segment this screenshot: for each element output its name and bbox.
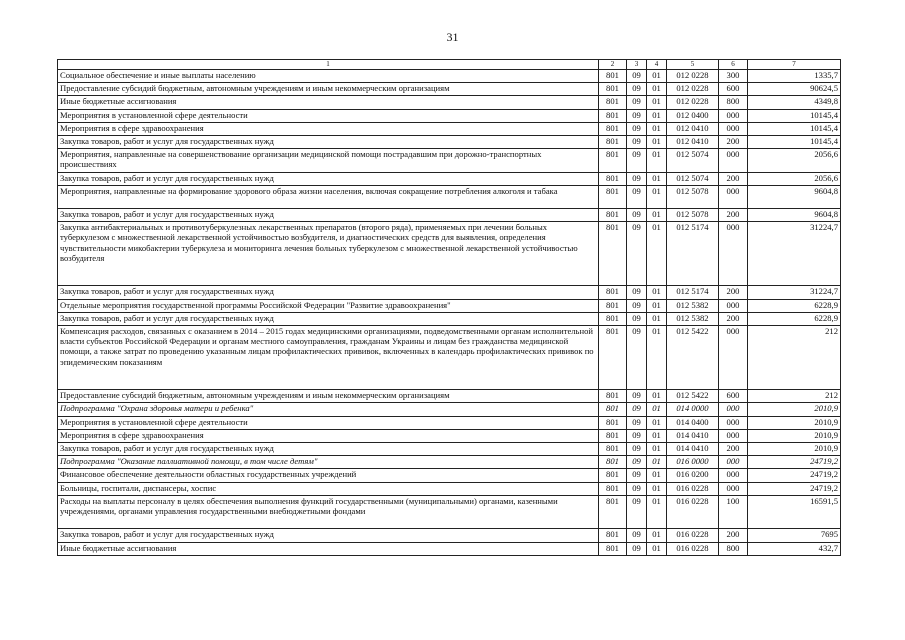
ministry-code-cell: 801	[599, 482, 627, 495]
target-article-cell: 012 5174	[667, 286, 719, 299]
table-row	[58, 286, 841, 299]
target-article-cell: 016 0228	[667, 482, 719, 495]
target-article-cell: 012 0410	[667, 122, 719, 135]
target-article-cell: 012 5078	[667, 185, 719, 208]
subsection-code-cell: 01	[647, 482, 667, 495]
amount-cell: 2056,6	[748, 149, 841, 172]
ministry-code-cell: 801	[599, 403, 627, 416]
expense-type-cell: 000	[719, 416, 748, 429]
amount-cell: 31224,7	[748, 222, 841, 286]
target-article-cell: 012 5074	[667, 172, 719, 185]
table-row	[58, 149, 841, 172]
column-header: 4	[647, 60, 667, 70]
row-name-cell: Закупка антибактериальных и противотуберкулезных лекарственных препаратов (второго ряда), применяемых при лечении больных туберкулезом с множественной лекарственной устойчивостью возбудителя, и диагностических средств для выявления, определения чувствительности микобактерии туберкулеза и мониторинга лечения больных туберкулезом с множественной лекарственной устойчивостью возбудителя	[58, 222, 599, 286]
expense-type-cell: 200	[719, 172, 748, 185]
amount-cell: 10145,4	[748, 109, 841, 122]
row-name-cell: Иные бюджетные ассигнования	[58, 542, 599, 555]
table-row	[58, 495, 841, 529]
ministry-code-cell: 801	[599, 456, 627, 469]
row-name-cell: Закупка товаров, работ и услуг для государственных нужд	[58, 312, 599, 325]
section-code-cell: 09	[627, 429, 647, 442]
table-row	[58, 299, 841, 312]
expense-type-cell: 000	[719, 122, 748, 135]
table-row	[58, 172, 841, 185]
expense-type-cell: 000	[719, 326, 748, 390]
expense-type-cell: 000	[719, 456, 748, 469]
subsection-code-cell: 01	[647, 299, 667, 312]
target-article-cell: 012 5382	[667, 299, 719, 312]
amount-cell: 10145,4	[748, 122, 841, 135]
column-header: 2	[599, 60, 627, 70]
section-code-cell: 09	[627, 416, 647, 429]
amount-cell: 16591,5	[748, 495, 841, 529]
table-row	[58, 482, 841, 495]
subsection-code-cell: 01	[647, 326, 667, 390]
table-row	[58, 312, 841, 325]
subsection-code-cell: 01	[647, 456, 667, 469]
target-article-cell: 014 0410	[667, 442, 719, 455]
expense-type-cell: 200	[719, 312, 748, 325]
subsection-code-cell: 01	[647, 122, 667, 135]
table-row	[58, 222, 841, 286]
expense-type-cell: 600	[719, 390, 748, 403]
table-row	[58, 83, 841, 96]
table-row	[58, 135, 841, 148]
table-row	[58, 416, 841, 429]
amount-cell: 432,7	[748, 542, 841, 555]
subsection-code-cell: 01	[647, 416, 667, 429]
subsection-code-cell: 01	[647, 442, 667, 455]
subsection-code-cell: 01	[647, 429, 667, 442]
target-article-cell: 012 5422	[667, 326, 719, 390]
expense-type-cell: 000	[719, 149, 748, 172]
row-name-cell: Мероприятия в установленной сфере деятельности	[58, 416, 599, 429]
subsection-code-cell: 01	[647, 70, 667, 83]
amount-cell: 2010,9	[748, 429, 841, 442]
subsection-code-cell: 01	[647, 403, 667, 416]
amount-cell: 4349,8	[748, 96, 841, 109]
target-article-cell: 012 5174	[667, 222, 719, 286]
target-article-cell: 012 5074	[667, 149, 719, 172]
table-row	[58, 185, 841, 208]
ministry-code-cell: 801	[599, 495, 627, 529]
amount-cell: 9604,8	[748, 185, 841, 208]
expense-type-cell: 200	[719, 286, 748, 299]
target-article-cell: 016 0228	[667, 542, 719, 555]
row-name-cell: Предоставление субсидий бюджетным, автономным учреждениям и иным некоммерческим организациям	[58, 390, 599, 403]
section-code-cell: 09	[627, 495, 647, 529]
expense-type-cell: 000	[719, 299, 748, 312]
amount-cell: 212	[748, 390, 841, 403]
subsection-code-cell: 01	[647, 529, 667, 542]
target-article-cell: 012 5382	[667, 312, 719, 325]
expense-type-cell: 000	[719, 429, 748, 442]
section-code-cell: 09	[627, 286, 647, 299]
row-name-cell: Закупка товаров, работ и услуг для государственных нужд	[58, 209, 599, 222]
row-name-cell: Закупка товаров, работ и услуг для государственных нужд	[58, 135, 599, 148]
amount-cell: 2056,6	[748, 172, 841, 185]
subsection-code-cell: 01	[647, 149, 667, 172]
expense-type-cell: 000	[719, 482, 748, 495]
table-row	[58, 542, 841, 555]
amount-cell: 1335,7	[748, 70, 841, 83]
amount-cell: 24719,2	[748, 482, 841, 495]
row-name-cell: Иные бюджетные ассигнования	[58, 96, 599, 109]
subsection-code-cell: 01	[647, 185, 667, 208]
ministry-code-cell: 801	[599, 416, 627, 429]
subsection-code-cell: 01	[647, 209, 667, 222]
ministry-code-cell: 801	[599, 222, 627, 286]
column-header: 1	[58, 60, 599, 70]
ministry-code-cell: 801	[599, 542, 627, 555]
expense-type-cell: 000	[719, 403, 748, 416]
ministry-code-cell: 801	[599, 209, 627, 222]
ministry-code-cell: 801	[599, 172, 627, 185]
expense-type-cell: 000	[719, 222, 748, 286]
section-code-cell: 09	[627, 390, 647, 403]
target-article-cell: 016 0200	[667, 469, 719, 482]
subsection-code-cell: 01	[647, 495, 667, 529]
subsection-code-cell: 01	[647, 222, 667, 286]
row-name-cell: Мероприятия в сфере здравоохранения	[58, 429, 599, 442]
table-row	[58, 109, 841, 122]
ministry-code-cell: 801	[599, 185, 627, 208]
table-row	[58, 390, 841, 403]
amount-cell: 212	[748, 326, 841, 390]
ministry-code-cell: 801	[599, 390, 627, 403]
section-code-cell: 09	[627, 149, 647, 172]
target-article-cell: 016 0228	[667, 529, 719, 542]
target-article-cell: 012 0228	[667, 83, 719, 96]
ministry-code-cell: 801	[599, 122, 627, 135]
section-code-cell: 09	[627, 299, 647, 312]
table-row	[58, 209, 841, 222]
expense-type-cell: 800	[719, 96, 748, 109]
section-code-cell: 09	[627, 96, 647, 109]
table-row	[58, 122, 841, 135]
section-code-cell: 09	[627, 403, 647, 416]
row-name-cell: Отдельные мероприятия государственной программы Российской Федерации "Развитие здравоохранения"	[58, 299, 599, 312]
expense-type-cell: 200	[719, 209, 748, 222]
column-header: 3	[627, 60, 647, 70]
column-header: 5	[667, 60, 719, 70]
amount-cell: 10145,4	[748, 135, 841, 148]
amount-cell: 6228,9	[748, 299, 841, 312]
budget-table	[57, 59, 841, 556]
ministry-code-cell: 801	[599, 109, 627, 122]
ministry-code-cell: 801	[599, 286, 627, 299]
section-code-cell: 09	[627, 482, 647, 495]
ministry-code-cell: 801	[599, 70, 627, 83]
page-number: 31	[446, 30, 459, 44]
section-code-cell: 09	[627, 209, 647, 222]
row-name-cell: Больницы, госпитали, диспансеры, хоспис	[58, 482, 599, 495]
amount-cell: 24719,2	[748, 469, 841, 482]
table-row	[58, 96, 841, 109]
expense-type-cell: 600	[719, 83, 748, 96]
target-article-cell: 016 0000	[667, 456, 719, 469]
table-row	[58, 429, 841, 442]
row-name-cell: Финансовое обеспечение деятельности областных государственных учреждений	[58, 469, 599, 482]
amount-cell: 31224,7	[748, 286, 841, 299]
amount-cell: 9604,8	[748, 209, 841, 222]
ministry-code-cell: 801	[599, 135, 627, 148]
target-article-cell: 012 5422	[667, 390, 719, 403]
table-header-row	[58, 60, 841, 70]
expense-type-cell: 300	[719, 70, 748, 83]
row-name-cell: Закупка товаров, работ и услуг для государственных нужд	[58, 529, 599, 542]
expense-type-cell: 200	[719, 529, 748, 542]
expense-type-cell: 100	[719, 495, 748, 529]
table-row	[58, 469, 841, 482]
expense-type-cell: 000	[719, 109, 748, 122]
row-name-cell: Закупка товаров, работ и услуг для государственных нужд	[58, 442, 599, 455]
subsection-code-cell: 01	[647, 312, 667, 325]
section-code-cell: 09	[627, 326, 647, 390]
row-name-cell: Предоставление субсидий бюджетным, автономным учреждениям и иным некоммерческим организациям	[58, 83, 599, 96]
ministry-code-cell: 801	[599, 299, 627, 312]
row-name-cell: Компенсация расходов, связанных с оказанием в 2014 – 2015 годах медицинскими организациями, подведомственными органам исполнительной власти субъектов Российской Федерации и органам местного самоуправления, гражданам Украины и лицам без гражданства медицинской помощи, а также затрат по проведению указанным лицам профилактических прививок, включенных в календарь профилактических прививок по эпидемическим показаниям	[58, 326, 599, 390]
section-code-cell: 09	[627, 469, 647, 482]
row-name-cell: Социальное обеспечение и иные выплаты населению	[58, 70, 599, 83]
section-code-cell: 09	[627, 529, 647, 542]
row-name-cell: Мероприятия в сфере здравоохранения	[58, 122, 599, 135]
table-body	[58, 70, 841, 556]
subsection-code-cell: 01	[647, 109, 667, 122]
target-article-cell: 014 0000	[667, 403, 719, 416]
expense-type-cell: 000	[719, 185, 748, 208]
section-code-cell: 09	[627, 135, 647, 148]
target-article-cell: 012 5078	[667, 209, 719, 222]
expense-type-cell: 200	[719, 135, 748, 148]
section-code-cell: 09	[627, 312, 647, 325]
ministry-code-cell: 801	[599, 312, 627, 325]
subsection-code-cell: 01	[647, 286, 667, 299]
target-article-cell: 014 0400	[667, 416, 719, 429]
subsection-code-cell: 01	[647, 172, 667, 185]
target-article-cell: 012 0410	[667, 135, 719, 148]
target-article-cell: 012 0228	[667, 96, 719, 109]
subsection-code-cell: 01	[647, 135, 667, 148]
ministry-code-cell: 801	[599, 326, 627, 390]
ministry-code-cell: 801	[599, 83, 627, 96]
table-row	[58, 456, 841, 469]
target-article-cell: 016 0228	[667, 495, 719, 529]
amount-cell: 2010,9	[748, 442, 841, 455]
expense-type-cell: 200	[719, 442, 748, 455]
row-name-cell: Закупка товаров, работ и услуг для государственных нужд	[58, 172, 599, 185]
expense-type-cell: 000	[719, 469, 748, 482]
table-row	[58, 529, 841, 542]
amount-cell: 7695	[748, 529, 841, 542]
target-article-cell: 012 0400	[667, 109, 719, 122]
target-article-cell: 014 0410	[667, 429, 719, 442]
table-row	[58, 403, 841, 416]
subsection-code-cell: 01	[647, 83, 667, 96]
column-header: 6	[719, 60, 748, 70]
ministry-code-cell: 801	[599, 469, 627, 482]
amount-cell: 90624,5	[748, 83, 841, 96]
ministry-code-cell: 801	[599, 96, 627, 109]
subsection-code-cell: 01	[647, 542, 667, 555]
ministry-code-cell: 801	[599, 149, 627, 172]
subsection-code-cell: 01	[647, 96, 667, 109]
ministry-code-cell: 801	[599, 442, 627, 455]
table-row	[58, 70, 841, 83]
amount-cell: 2010,9	[748, 416, 841, 429]
amount-cell: 2010,9	[748, 403, 841, 416]
row-name-cell: Мероприятия в установленной сфере деятельности	[58, 109, 599, 122]
subsection-code-cell: 01	[647, 390, 667, 403]
section-code-cell: 09	[627, 172, 647, 185]
section-code-cell: 09	[627, 222, 647, 286]
amount-cell: 6228,9	[748, 312, 841, 325]
row-name-cell: Подпрограмма "Охрана здоровья матери и ребенка"	[58, 403, 599, 416]
section-code-cell: 09	[627, 185, 647, 208]
section-code-cell: 09	[627, 122, 647, 135]
row-name-cell: Закупка товаров, работ и услуг для государственных нужд	[58, 286, 599, 299]
section-code-cell: 09	[627, 442, 647, 455]
expense-type-cell: 800	[719, 542, 748, 555]
amount-cell: 24719,2	[748, 456, 841, 469]
table-row	[58, 326, 841, 390]
ministry-code-cell: 801	[599, 529, 627, 542]
ministry-code-cell: 801	[599, 429, 627, 442]
section-code-cell: 09	[627, 109, 647, 122]
row-name-cell: Расходы на выплаты персоналу в целях обеспечения выполнения функций государственными (муниципальными) органами, казенными учреждениями, органами управления государственными внебюджетными фондами	[58, 495, 599, 529]
section-code-cell: 09	[627, 456, 647, 469]
row-name-cell: Подпрограмма "Оказание паллиативной помощи, в том числе детям"	[58, 456, 599, 469]
section-code-cell: 09	[627, 70, 647, 83]
table-row	[58, 442, 841, 455]
row-name-cell: Мероприятия, направленные на формирование здорового образа жизни населения, включая сокращение потребления алкоголя и табака	[58, 185, 599, 208]
section-code-cell: 09	[627, 542, 647, 555]
subsection-code-cell: 01	[647, 469, 667, 482]
section-code-cell: 09	[627, 83, 647, 96]
target-article-cell: 012 0228	[667, 70, 719, 83]
column-header: 7	[748, 60, 841, 70]
row-name-cell: Мероприятия, направленные на совершенствование организации медицинской помощи пострадавшим при дорожно-транспортных происшествиях	[58, 149, 599, 172]
